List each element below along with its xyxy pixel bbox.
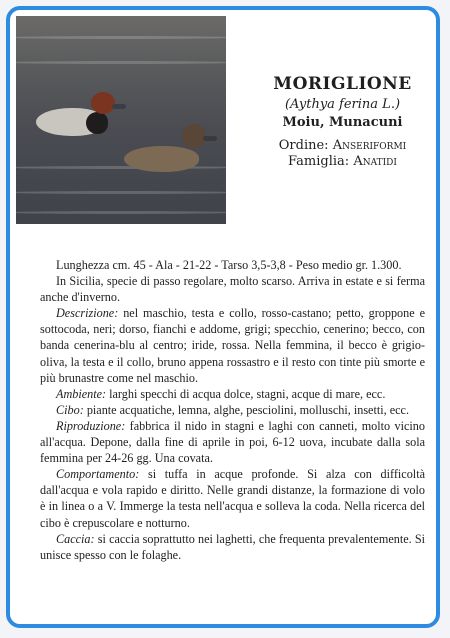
- local-names: Moiu, Munacuni: [282, 115, 403, 130]
- reproduction-paragraph: Riproduzione: fabbrica il nido in stagni e laghi con canneti, molto vicino all'acqua. Depone, dalla fine di aprile in poi, 6-12 uova, incubate dalla sola femmina per 24-26 gg. Una covata.: [40, 418, 425, 466]
- order-value: Anseriformi: [332, 138, 407, 153]
- species-card: [6, 6, 440, 628]
- hunting-paragraph: Caccia: si caccia soprattutto nei laghetti, che frequenta prevalentemente. Si unisce spesso con le folaghe.: [40, 531, 425, 562]
- species-title: MORIGLIONE: [273, 74, 412, 94]
- scientific-name: (Aythya ferina L.): [284, 97, 401, 112]
- behaviour-paragraph: Comportamento: si tuffa in acque profonde. Si alza con difficoltà dall'acqua e vola rapido e diritto. Nelle grandi distanze, la formazione di volo è in linea o a V. Immerge la testa nell'acqua e solleva la coda. Nella ricerca del cibo è crepuscolare e notturno.: [40, 467, 425, 530]
- habitat-paragraph: Ambiente: larghi specchi di acqua dolce, stagni, acque di mare, ecc.: [56, 386, 386, 401]
- species-header: [230, 70, 450, 170]
- family-value: Anatidi: [353, 154, 397, 169]
- food-paragraph: Cibo: piante acquatiche, lemna, alghe, pesciolini, molluschi, insetti, ecc.: [56, 402, 409, 417]
- duck-photo: [16, 16, 226, 224]
- family-line: Famiglia: Anatidi: [288, 154, 397, 169]
- description-paragraph: Descrizione: nel maschio, testa e collo, rosso-castano; petto, groppone e sottocoda, neri; dorso, fianchi e addome, grigi; specchio, cenerino; becco, con banda cenerina-blu al centro; iride, rossa. Nella femmina, il becco è grigio-oliva, la testa e il collo, bruno appena rossastro e il resto con tinte più smorte e più brunastre come nel maschio.: [40, 306, 425, 385]
- order-line: Ordine: Anseriformi: [278, 138, 407, 153]
- species-description: [40, 257, 425, 563]
- taxonomy: [230, 138, 450, 170]
- status-paragraph: In Sicilia, specie di passo regolare, molto scarso. Arriva in estate e si ferma anche d'inverno.: [40, 274, 425, 305]
- measurements: Lunghezza cm. 45 - Ala - 21-22 - Tarso 3,5-3,8 - Peso medio gr. 1.300.: [56, 258, 402, 272]
